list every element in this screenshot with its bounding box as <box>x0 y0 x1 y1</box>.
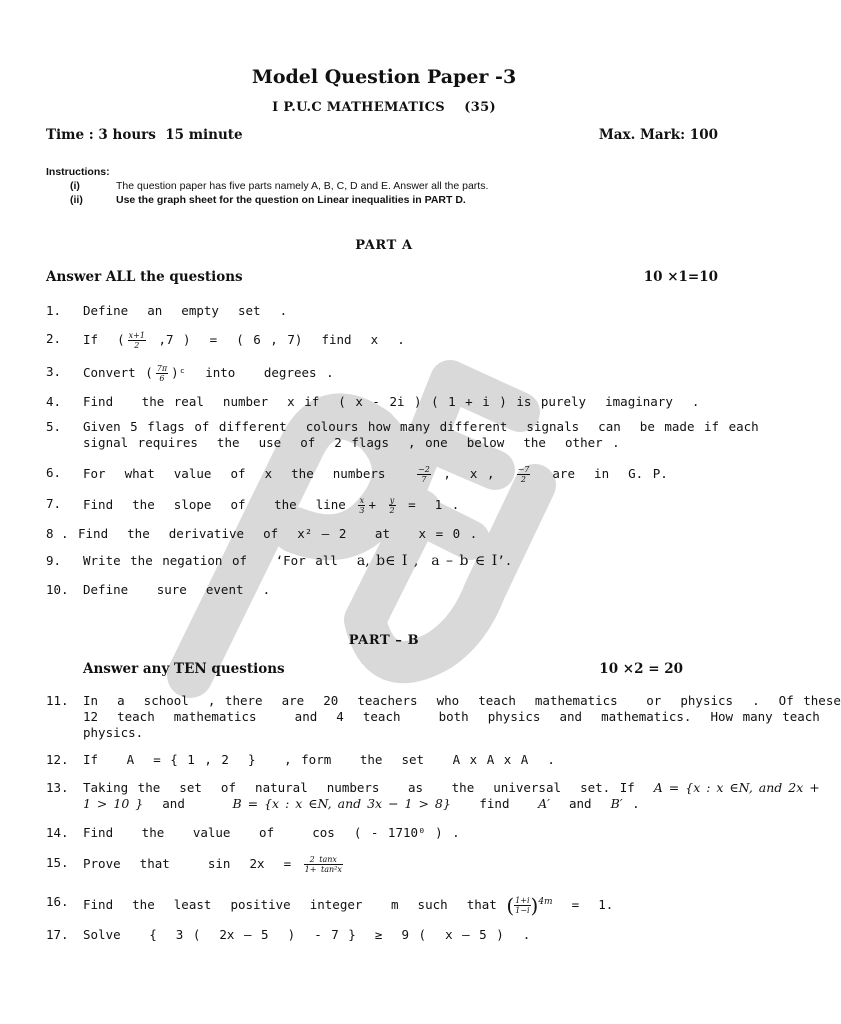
question-text-part: If ( <box>83 332 125 347</box>
fraction-numerator: −7 <box>517 465 530 474</box>
question-number: 7. <box>46 496 62 511</box>
fraction <box>128 331 146 350</box>
fraction-numerator: x+1 <box>128 331 145 340</box>
part-a-marks: 10 ×1=10 <box>643 269 718 285</box>
question-text: Find the value of cos ( - 1710⁰ ) . <box>83 825 460 840</box>
question-text-line: signal requires the use of 2 flags , one below the other . <box>83 435 620 450</box>
question-number: 15. <box>46 855 69 870</box>
question-text-part: . <box>622 796 640 811</box>
part-a-heading: PART A <box>355 238 413 253</box>
instructions-block <box>46 166 110 178</box>
fraction-numerator: y <box>389 496 395 505</box>
paper-subtitle: I P.U.C MATHEMATICS (35) <box>272 100 496 115</box>
question-number: 3. <box>46 364 62 379</box>
question-text-line: Given 5 flags of different colours how many different signals can be made if each <box>83 419 759 434</box>
question-number: 11. <box>46 693 69 708</box>
fraction-denominator: 2 <box>389 506 395 515</box>
question-text-part: ,7 ) = ( 6 , 7) find x . <box>148 332 405 347</box>
fraction-denominator: 2 <box>520 475 526 484</box>
max-mark-label: Max. Mark: 100 <box>598 127 718 143</box>
fraction <box>517 465 531 484</box>
question-text <box>83 331 723 350</box>
question-text-line: 12 teach mathematics and 4 teach both physics and mathematics. How many teach <box>83 709 820 724</box>
question-text: If A = { 1 , 2 } , form the set A x A x A . <box>83 752 555 767</box>
fraction-denominator: 1+ tan²x <box>304 865 342 874</box>
fraction-denominator: 7 <box>421 475 427 484</box>
math-expression: a, b∈ I , a – b ∈ I <box>356 553 498 569</box>
question-number: 4. <box>46 394 62 409</box>
fraction <box>304 855 343 874</box>
question-number: 17. <box>46 927 69 942</box>
question-text-part: are in G. P. <box>533 466 668 481</box>
fraction-denominator: 3 <box>359 506 365 515</box>
paper-title: Model Question Paper -3 <box>251 66 517 88</box>
fraction <box>514 896 530 915</box>
part-a-instruction-row <box>46 269 718 285</box>
question-text-line: physics. <box>83 725 144 740</box>
fraction <box>389 496 396 515</box>
question-number: 9. <box>46 553 62 568</box>
question-text: Find the least positive integer m such that ( $\frac{1+i}{1-i}$ )$^{4m}$ = 1. <box>83 893 614 918</box>
math-expression: A′ <box>538 796 550 811</box>
part-b-instruction-row <box>83 661 683 677</box>
fraction-denominator: 6 <box>159 374 165 383</box>
question-text-part: , x , <box>433 466 514 481</box>
question-text-line: In a school , there are 20 teachers who teach mathematics or physics . Of these <box>83 693 841 708</box>
fraction <box>358 496 365 515</box>
question-number: 14. <box>46 825 69 840</box>
time-label: Time : 3 hours 15 minute <box>46 127 243 143</box>
question-text <box>83 419 759 451</box>
fraction <box>417 465 431 484</box>
question-text-part: ’. <box>497 553 513 568</box>
fraction-numerator: x <box>359 496 365 505</box>
question-text-part: Find the slope of the line <box>83 497 356 512</box>
question-text-part: Convert ( <box>83 365 153 380</box>
fraction-numerator: 1+i <box>515 896 530 906</box>
instruction-number: (ii) <box>70 194 83 206</box>
question-text-part: )ᶜ into degrees . <box>171 365 334 380</box>
question-text-part: Prove that sin 2x = <box>83 856 301 871</box>
question-text-part: For what value of x the numbers <box>83 466 415 481</box>
fraction-numerator: −2 <box>418 465 430 474</box>
exponent: 4m <box>538 897 553 907</box>
part-a-instruction: Answer ALL the questions <box>46 269 243 285</box>
math-expression: B′ <box>610 796 623 811</box>
question-text <box>83 553 723 569</box>
fraction <box>156 364 168 383</box>
fraction-denominator: 1−i <box>515 906 530 916</box>
question-number: 8 . <box>46 526 69 541</box>
question-text-part: + <box>368 497 386 512</box>
question-number: 13. <box>46 780 69 795</box>
question-text-part: find <box>450 796 539 811</box>
question-text <box>83 496 723 515</box>
question-text-part: = 1 . <box>398 497 460 512</box>
question-text: Define sure event . <box>83 582 271 597</box>
question-text <box>83 465 723 484</box>
fraction-numerator: 7π <box>156 364 168 373</box>
question-number: 6. <box>46 465 62 480</box>
part-b-heading: PART – B <box>348 633 420 648</box>
question-text-part: Taking the set of natural numbers as the universal set. If <box>83 780 654 795</box>
question-number: 16. <box>46 894 69 909</box>
math-expression: B = {x : x ∈N, and 3x − 1 > 8} <box>232 796 451 811</box>
question-text-part: = 1. <box>552 897 614 913</box>
question-text <box>83 364 723 383</box>
question-number: 5. <box>46 419 62 434</box>
fraction-numerator: 2 tanx <box>304 855 343 865</box>
question-text: Define an empty set . <box>83 303 288 318</box>
question-text: Solve { 3 ( 2x – 5 ) - 7 } ≥ 9 ( x – 5 ) . <box>83 927 531 942</box>
instructions-title: Instructions: <box>46 166 110 178</box>
instruction-text: Use the graph sheet for the question on Linear inequalities in PART D. <box>116 194 466 206</box>
question-number: 12. <box>46 752 69 767</box>
question-text-part: and <box>143 796 233 811</box>
question-text-part: Find the least positive integer m such that <box>83 897 507 913</box>
part-b-marks: 10 ×2 = 20 <box>599 661 683 677</box>
question-text: Find the real number x if ( x - 2i ) ( 1 + i ) is purely imaginary . <box>83 394 700 409</box>
question-number: 10. <box>46 582 69 597</box>
question-text <box>83 693 841 741</box>
math-expression: 1 > 10 } <box>83 796 144 811</box>
instruction-text: The question paper has five parts namely A, B, C, D and E. Answer all the parts. <box>116 180 489 192</box>
part-b-instruction: Answer any TEN questions <box>83 661 285 677</box>
question-text-part: Write the negation of ‘For all <box>83 553 357 568</box>
question-text-part: and <box>549 796 611 811</box>
fraction-denominator: 2 <box>134 341 140 350</box>
question-text: Find the derivative of x² – 2 at x = 0 . <box>78 526 478 541</box>
math-expression: A = {x : x ∈N, and 2x + <box>653 780 820 795</box>
instruction-number: (i) <box>70 180 80 192</box>
question-number: 1. <box>46 303 62 318</box>
question-text <box>83 855 723 874</box>
question-number: 2. <box>46 331 62 346</box>
time-marks-row <box>46 127 718 143</box>
question-text <box>83 780 820 812</box>
